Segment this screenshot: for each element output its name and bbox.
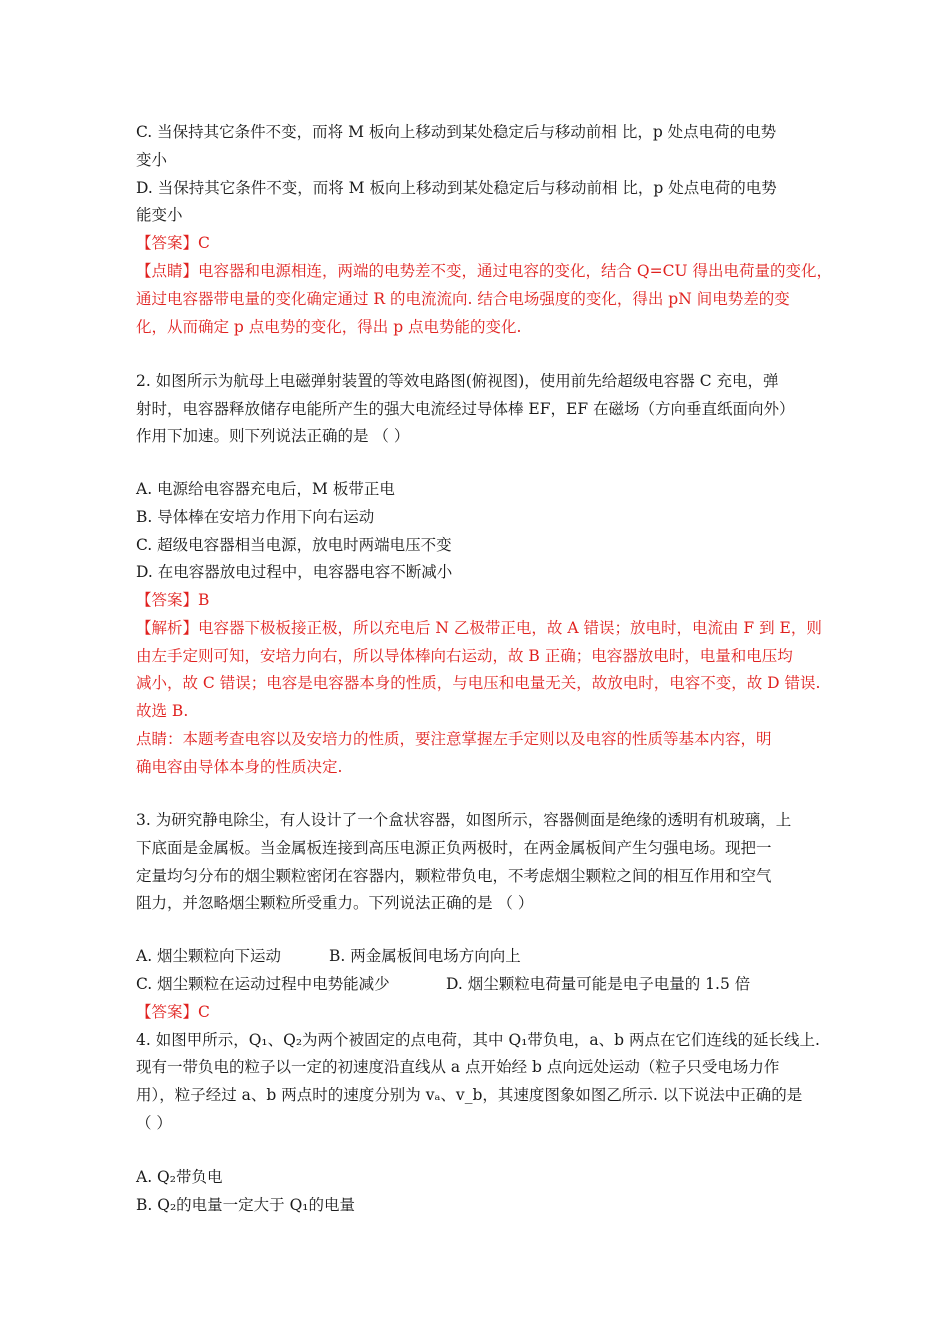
q3-option-c: C. 烟尘颗粒在运动过程中电势能减少 [136,975,390,993]
q3-stem-line1: 3. 为研究静电除尘，有人设计了一个盒状容器，如图所示，容器侧面是绝缘的透明有机玻璃，上 [136,811,792,829]
q3-stem-line2: 下底面是金属板。当金属板连接到高压电源正负两极时，在两金属板间产生匀强电场。现把一 [136,839,772,857]
q2-option-b: B. 导体棒在安培力作用下向右运动 [136,508,375,526]
q2-analysis-line2: 由左手定则可知，安培力向右，所以导体棒向右运动，故 B 正确；电容器放电时，电量和电压均 [136,647,793,665]
q1-answer: 【答案】C [136,234,210,252]
q3-answer: 【答案】C [136,1003,210,1021]
q1-option-d-line1: D. 当保持其它条件不变，而将 M 板向上移动到某处稳定后与移动前相 比，p 处点电荷的电势 [136,179,777,197]
q2-comment-line2: 确电容由导体本身的性质决定. [136,758,343,776]
q4-stem-line3: 用），粒子经过 a、b 两点时的速度分别为 vₐ、v_b，其速度图象如图乙所示. 以下说法中正确的是 [136,1086,803,1104]
q1-comment-line3: 化，从而确定 p 点电势的变化，得出 p 点电势能的变化. [136,318,522,336]
q3-stem-line3: 定量均匀分布的烟尘颗粒密闭在容器内，颗粒带负电，不考虑烟尘颗粒之间的相互作用和空气 [136,867,772,885]
q2-analysis-line1: 【解析】电容器下极板接正极，所以充电后 N 乙极带正电，故 A 错误；放电时，电流由 F 到 E，则 [136,619,822,637]
q2-answer: 【答案】B [136,591,210,609]
q2-stem-line2: 射时，电容器释放储存电能所产生的强大电流经过导体棒 EF，EF 在磁场（方向垂直纸面向外） [136,400,795,418]
q3-option-b: B. 两金属板间电场方向向上 [329,947,521,965]
q1-comment-line1: 【点睛】电容器和电源相连，两端的电势差不变，通过电容的变化，结合 Q=CU 得出电荷量的变化， [136,262,832,280]
q4-option-b: B. Q₂的电量一定大于 Q₁的电量 [136,1196,356,1214]
q4-stem-line4: （ ） [136,1114,172,1132]
q2-analysis-line4: 故选 B. [136,702,189,720]
q3-options-row1 [136,946,776,966]
q4-option-a: A. Q₂带负电 [136,1168,223,1186]
q4-stem-line1: 4. 如图甲所示，Q₁、Q₂为两个被固定的点电荷，其中 Q₁带负电，a、b 两点在它们连线的延长线上. [136,1031,820,1049]
q2-stem-line1: 2. 如图所示为航母上电磁弹射装置的等效电路图(俯视图)，使用前先给超级电容器 C 充电，弹 [136,372,779,390]
q2-comment-line1: 点睛：本题考查电容以及安培力的性质，要注意掌握左手定则以及电容的性质等基本内容，明 [136,730,772,748]
q2-option-a: A. 电源给电容器充电后，M 板带正电 [136,480,395,498]
q2-option-c: C. 超级电容器相当电源，放电时两端电压不变 [136,536,452,554]
q3-option-a: A. 烟尘颗粒向下运动 [136,947,282,965]
q3-option-d: D. 烟尘颗粒电荷量可能是电子电量的 1.5 倍 [446,975,751,993]
q2-stem-line3: 作用下加速。则下列说法正确的是 （ ） [136,427,410,445]
q3-options-row2 [136,974,816,994]
q1-option-d-line2: 能变小 [136,206,183,224]
q1-comment-line2: 通过电容器带电量的变化确定通过 R 的电流流向. 结合电场强度的变化，得出 pN 间电势差的变 [136,290,790,308]
q2-analysis-line3: 减小，故 C 错误；电容是电容器本身的性质，与电压和电量无关，故放电时，电容不变，故 D 错误. [136,674,821,692]
q4-stem-line2: 现有一带负电的粒子以一定的初速度沿直线从 a 点开始经 b 点向远处运动（粒子只受电场力作 [136,1058,780,1076]
q3-stem-line4: 阻力，并忽略烟尘颗粒所受重力。下列说法正确的是 （ ） [136,894,534,912]
q1-option-c-line2: 变小 [136,151,168,169]
q2-option-d: D. 在电容器放电过程中，电容器电容不断减小 [136,563,453,581]
q1-option-c-line1: C. 当保持其它条件不变，而将 M 板向上移动到某处稳定后与移动前相 比，p 处点电荷的电势 [136,123,777,141]
